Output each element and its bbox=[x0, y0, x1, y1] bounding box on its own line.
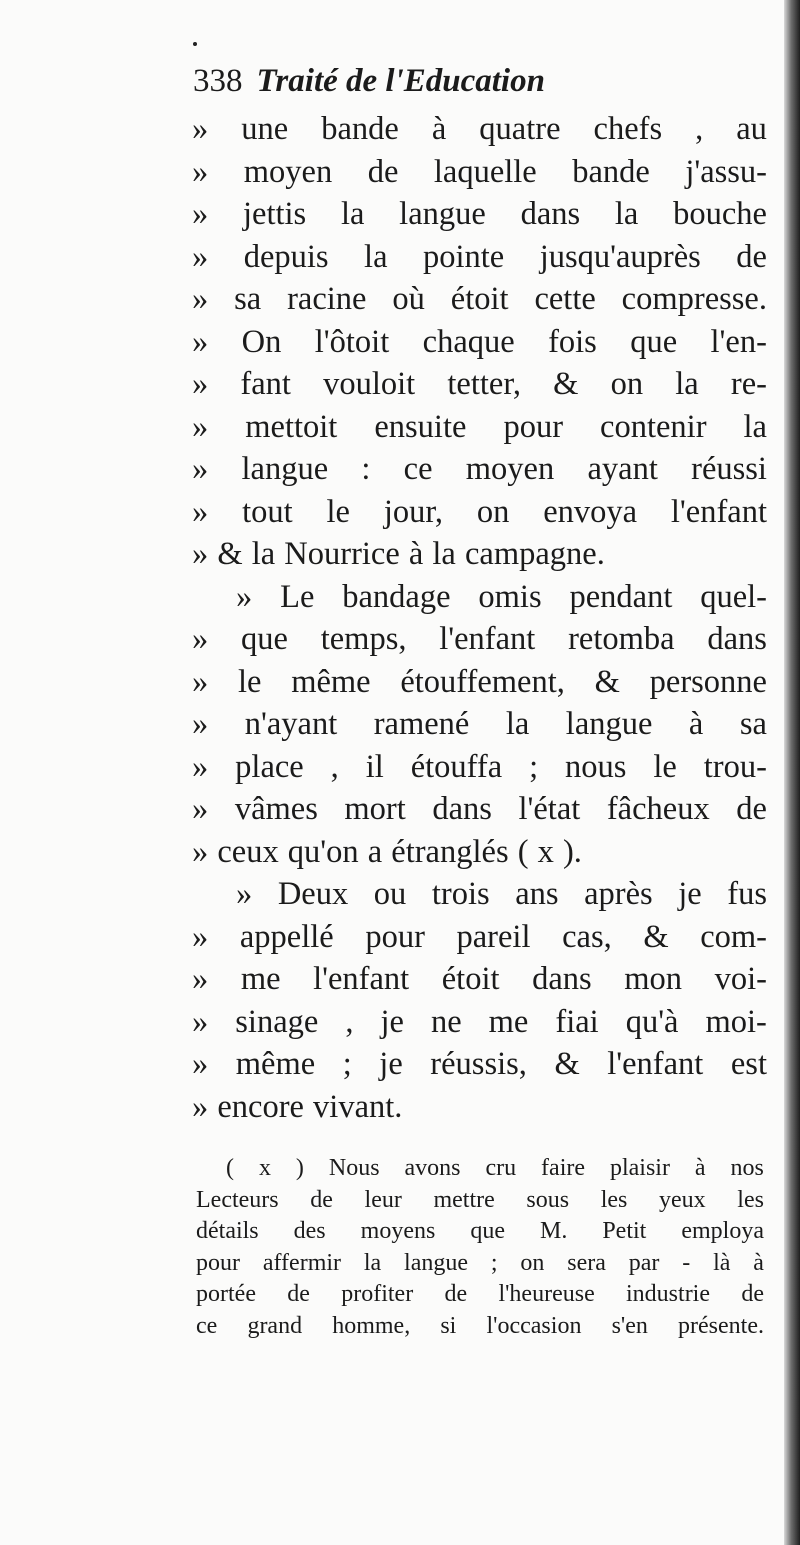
ink-speck bbox=[193, 42, 197, 46]
running-header bbox=[193, 58, 773, 102]
page-gutter-edge bbox=[784, 0, 800, 1545]
body-text-line: » encore vivant. bbox=[192, 1088, 403, 1125]
body-text-line: » Le bandage omis pendant quel- bbox=[236, 578, 767, 615]
body-text-line: » mettoit ensuite pour contenir la bbox=[192, 408, 767, 445]
main-text bbox=[192, 108, 767, 1128]
footnote bbox=[196, 1153, 764, 1342]
body-text-line: » sinage , je ne me fiai qu'à moi- bbox=[192, 1003, 767, 1040]
body-text-line: » depuis la pointe jusqu'auprès de bbox=[192, 238, 767, 275]
body-text-line: » n'ayant ramené la langue à sa bbox=[192, 706, 767, 742]
body-text-line: » sa racine où étoit cette compresse. bbox=[192, 281, 767, 317]
body-text-line: » fant vouloit tetter, & on la re- bbox=[192, 366, 767, 402]
body-text-line: » même ; je réussis, & l'enfant est bbox=[192, 1046, 767, 1082]
body-text-line: » & la Nourrice à la campagne. bbox=[192, 536, 605, 572]
body-text-line: » appellé pour pareil cas, & com- bbox=[192, 918, 767, 955]
body-text-line: » On l'ôtoit chaque fois que l'en- bbox=[192, 323, 767, 360]
body-text-line: » langue : ce moyen ayant réussi bbox=[192, 451, 767, 487]
body-text-line: » me l'enfant étoit dans mon voi- bbox=[192, 961, 767, 997]
page-number: 338 bbox=[193, 63, 243, 99]
footnote-text-line: ( x ) Nous avons cru faire plaisir à nos bbox=[226, 1155, 764, 1181]
body-text-line: » le même étouffement, & personne bbox=[192, 663, 767, 700]
footnote-text-line: Lecteurs de leur mettre sous les yeux les bbox=[196, 1186, 764, 1213]
body-text-line: » jettis la langue dans la bouche bbox=[192, 196, 767, 232]
body-text-line: » ceux qu'on a étranglés ( x ). bbox=[192, 833, 582, 870]
running-title: Traité de l'Education bbox=[256, 63, 545, 99]
body-text-line: » vâmes mort dans l'état fâcheux de bbox=[192, 791, 767, 827]
body-text-line: » une bande à quatre chefs , au bbox=[192, 111, 767, 147]
body-text-line: » moyen de laquelle bande j'assu- bbox=[192, 153, 767, 190]
body-text-line: » tout le jour, on envoya l'enfant bbox=[192, 493, 767, 530]
footnote-text-line: ce grand homme, si l'occasion s'en présente. bbox=[196, 1312, 764, 1339]
footnote-text-line: pour affermir la langue ; on sera par - là à bbox=[196, 1249, 764, 1276]
body-text-line: » que temps, l'enfant retomba dans bbox=[192, 621, 767, 657]
footnote-text-line: portée de profiter de l'heureuse industrie de bbox=[196, 1281, 764, 1307]
body-text-line: » Deux ou trois ans après je fus bbox=[236, 876, 767, 912]
footnote-text-line: détails des moyens que M. Petit employa bbox=[196, 1218, 764, 1244]
body-text-line: » place , il étouffa ; nous le trou- bbox=[192, 748, 767, 785]
